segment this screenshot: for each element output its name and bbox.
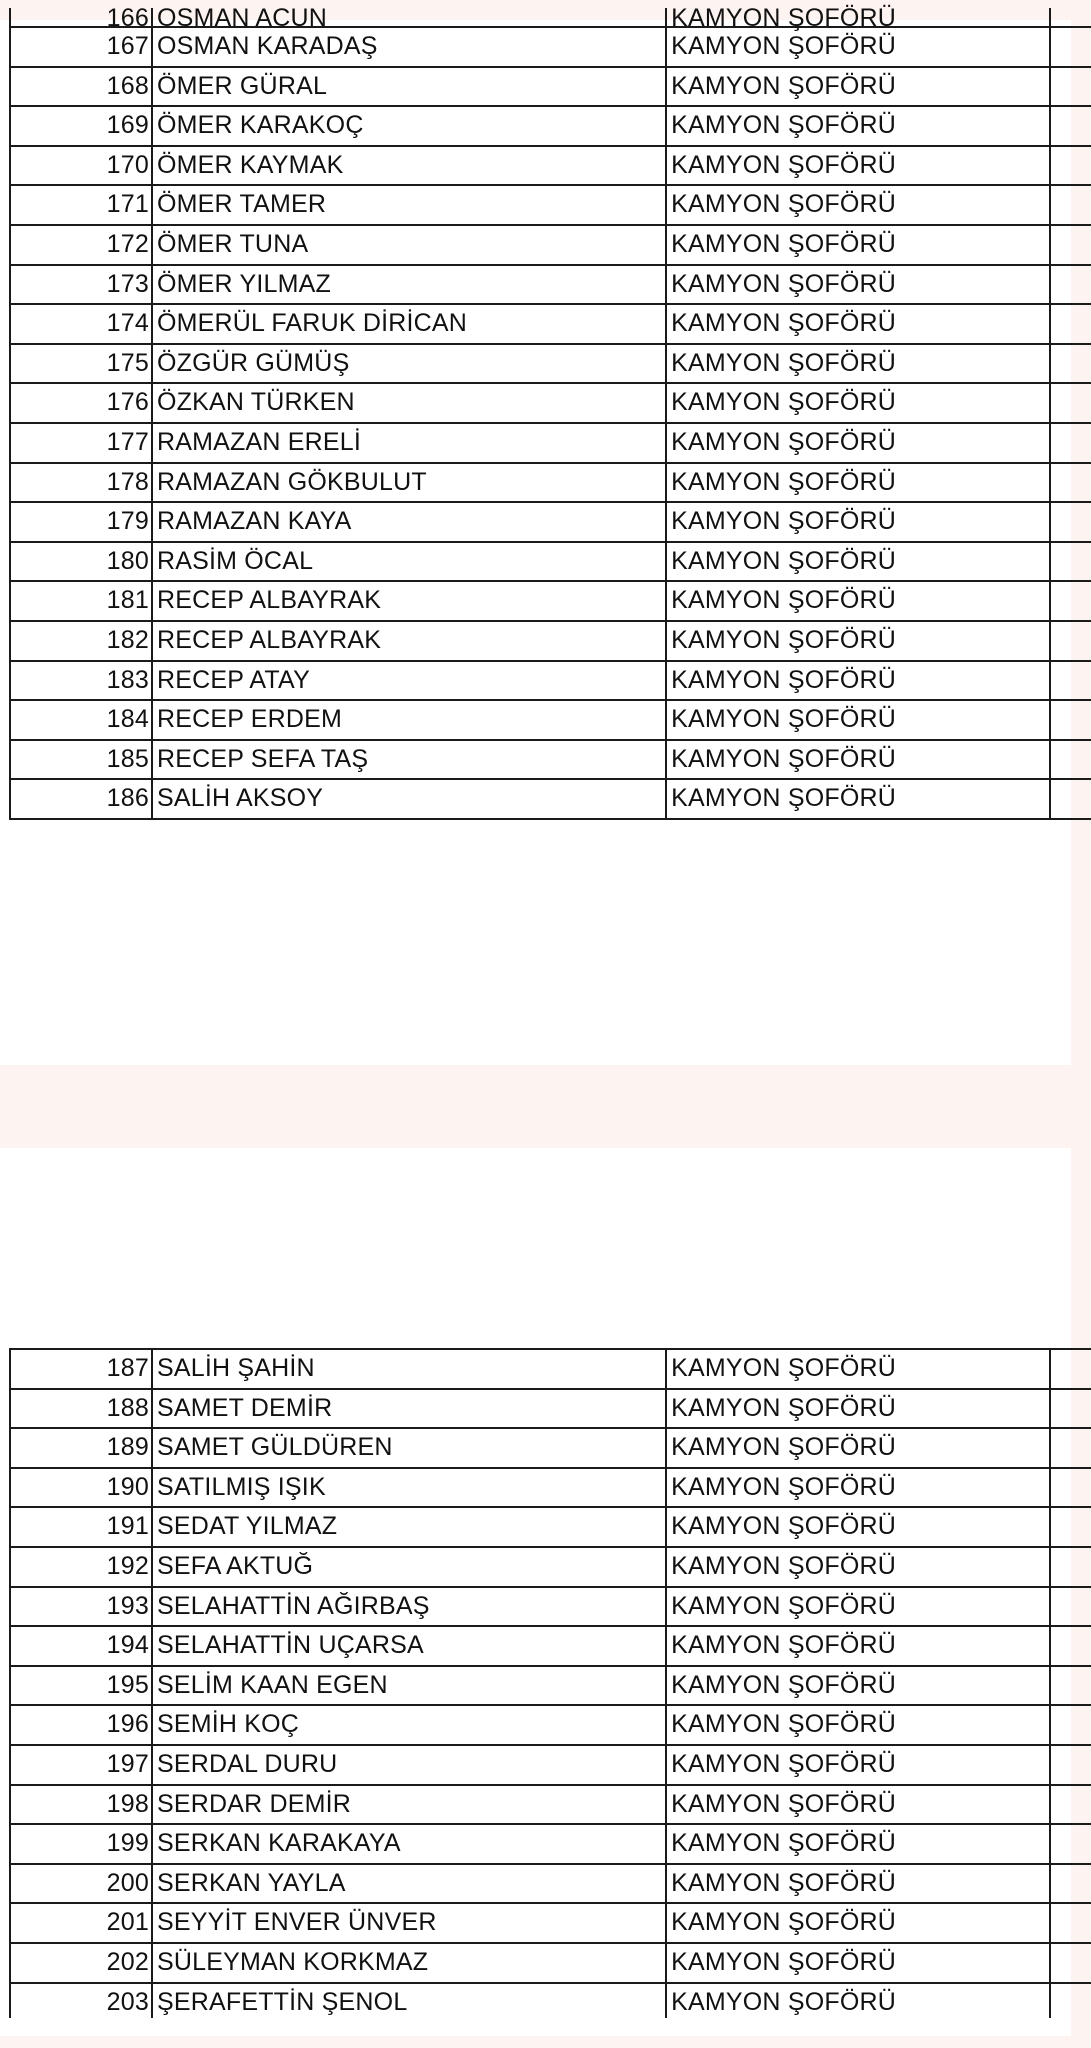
row-number: 187 — [11, 1350, 153, 1388]
job-title: KAMYON ŞOFÖRÜ — [667, 1865, 1051, 1903]
row-number: 175 — [11, 345, 153, 383]
person-name: SÜLEYMAN KORKMAZ — [153, 1944, 667, 1982]
row-number: 180 — [11, 543, 153, 581]
empty-cell — [1051, 28, 1091, 66]
job-title: KAMYON ŞOFÖRÜ — [667, 107, 1051, 145]
person-name: OSMAN ACUN — [153, 8, 667, 26]
row-number: 177 — [11, 424, 153, 462]
person-name: RAMAZAN ERELİ — [153, 424, 667, 462]
person-name: ŞERAFETTİN ŞENOL — [153, 1984, 667, 2018]
person-name: ÖZGÜR GÜMÜŞ — [153, 345, 667, 383]
empty-cell — [1051, 1350, 1091, 1388]
empty-cell — [1051, 1469, 1091, 1507]
table-row — [11, 107, 1091, 147]
job-title: KAMYON ŞOFÖRÜ — [667, 662, 1051, 700]
job-title: KAMYON ŞOFÖRÜ — [667, 464, 1051, 502]
empty-cell — [1051, 701, 1091, 739]
table-row — [11, 1944, 1091, 1984]
person-name: RECEP ERDEM — [153, 701, 667, 739]
staff-table-2 — [9, 1348, 1091, 2018]
empty-cell — [1051, 384, 1091, 422]
table-row — [11, 4, 1091, 32]
person-name: SALİH ŞAHİN — [153, 1350, 667, 1388]
table-row — [11, 186, 1091, 226]
row-number: 181 — [11, 582, 153, 620]
empty-cell — [1051, 147, 1091, 185]
job-title: KAMYON ŞOFÖRÜ — [667, 780, 1051, 818]
table-row — [11, 305, 1091, 345]
table-row — [11, 464, 1091, 504]
job-title: KAMYON ŞOFÖRÜ — [667, 345, 1051, 383]
row-number: 174 — [11, 305, 153, 343]
document-page-1 — [0, 4, 1071, 1065]
person-name: SEDAT YILMAZ — [153, 1508, 667, 1546]
job-title: KAMYON ŞOFÖRÜ — [667, 186, 1051, 224]
empty-cell — [1051, 622, 1091, 660]
person-name: ÖMER KARAKOÇ — [153, 107, 667, 145]
job-title: KAMYON ŞOFÖRÜ — [667, 226, 1051, 264]
job-title: KAMYON ŞOFÖRÜ — [667, 1706, 1051, 1744]
person-name: SELAHATTİN UÇARSA — [153, 1627, 667, 1665]
table-row — [11, 1786, 1091, 1826]
person-name: SERKAN KARAKAYA — [153, 1825, 667, 1863]
job-title: KAMYON ŞOFÖRÜ — [667, 1588, 1051, 1626]
row-number: 203 — [11, 1984, 153, 2018]
job-title: KAMYON ŞOFÖRÜ — [667, 1508, 1051, 1546]
table-row — [11, 1469, 1091, 1509]
person-name: SELİM KAAN EGEN — [153, 1667, 667, 1705]
row-number: 184 — [11, 701, 153, 739]
empty-cell — [1051, 780, 1091, 818]
empty-cell — [1051, 503, 1091, 541]
person-name: ÖMER GÜRAL — [153, 68, 667, 106]
row-number: 200 — [11, 1865, 153, 1903]
row-number: 189 — [11, 1429, 153, 1467]
person-name: SERDAL DURU — [153, 1746, 667, 1784]
table-row — [11, 780, 1091, 820]
table-row — [11, 1548, 1091, 1588]
row-number: 191 — [11, 1508, 153, 1546]
job-title: KAMYON ŞOFÖRÜ — [667, 1786, 1051, 1824]
job-title: KAMYON ŞOFÖRÜ — [667, 1390, 1051, 1428]
job-title: KAMYON ŞOFÖRÜ — [667, 1548, 1051, 1586]
empty-cell — [1051, 226, 1091, 264]
job-title: KAMYON ŞOFÖRÜ — [667, 741, 1051, 779]
job-title: KAMYON ŞOFÖRÜ — [667, 1627, 1051, 1665]
job-title: KAMYON ŞOFÖRÜ — [667, 305, 1051, 343]
row-number: 195 — [11, 1667, 153, 1705]
row-number: 186 — [11, 780, 153, 818]
row-number: 201 — [11, 1904, 153, 1942]
table-row — [11, 424, 1091, 464]
empty-cell — [1051, 1588, 1091, 1626]
person-name: RAMAZAN GÖKBULUT — [153, 464, 667, 502]
empty-cell — [1051, 1706, 1091, 1744]
row-number: 182 — [11, 622, 153, 660]
row-number: 202 — [11, 1944, 153, 1982]
empty-cell — [1051, 305, 1091, 343]
empty-cell — [1051, 1746, 1091, 1784]
empty-cell — [1051, 1429, 1091, 1467]
job-title: KAMYON ŞOFÖRÜ — [667, 1825, 1051, 1863]
empty-cell — [1051, 8, 1091, 26]
table-row — [11, 1429, 1091, 1469]
row-number: 190 — [11, 1469, 153, 1507]
row-number: 193 — [11, 1588, 153, 1626]
empty-cell — [1051, 345, 1091, 383]
document-page-2 — [0, 1148, 1071, 2036]
job-title: KAMYON ŞOFÖRÜ — [667, 266, 1051, 304]
person-name: SELAHATTİN AĞIRBAŞ — [153, 1588, 667, 1626]
job-title: KAMYON ŞOFÖRÜ — [667, 622, 1051, 660]
job-title: KAMYON ŞOFÖRÜ — [667, 701, 1051, 739]
empty-cell — [1051, 582, 1091, 620]
table-row — [11, 28, 1091, 68]
job-title: KAMYON ŞOFÖRÜ — [667, 1746, 1051, 1784]
job-title: KAMYON ŞOFÖRÜ — [667, 1469, 1051, 1507]
table-row — [11, 741, 1091, 781]
table-row — [11, 701, 1091, 741]
row-number: 176 — [11, 384, 153, 422]
table-row — [11, 1825, 1091, 1865]
person-name: SERKAN YAYLA — [153, 1865, 667, 1903]
empty-cell — [1051, 464, 1091, 502]
row-number: 167 — [11, 28, 153, 66]
empty-cell — [1051, 1548, 1091, 1586]
row-number: 170 — [11, 147, 153, 185]
job-title: KAMYON ŞOFÖRÜ — [667, 8, 1051, 26]
table-row — [11, 1746, 1091, 1786]
row-number: 188 — [11, 1390, 153, 1428]
person-name: RASİM ÖCAL — [153, 543, 667, 581]
job-title: KAMYON ŞOFÖRÜ — [667, 68, 1051, 106]
person-name: SAMET DEMİR — [153, 1390, 667, 1428]
person-name: SEFA AKTUĞ — [153, 1548, 667, 1586]
person-name: ÖMERÜL FARUK DİRİCAN — [153, 305, 667, 343]
table-row — [11, 1350, 1091, 1390]
empty-cell — [1051, 68, 1091, 106]
table-row — [11, 622, 1091, 662]
staff-table-1 — [9, 4, 1091, 820]
row-number: 183 — [11, 662, 153, 700]
row-number: 168 — [11, 68, 153, 106]
empty-cell — [1051, 1390, 1091, 1428]
empty-cell — [1051, 741, 1091, 779]
person-name: RECEP SEFA TAŞ — [153, 741, 667, 779]
empty-cell — [1051, 1825, 1091, 1863]
table-row — [11, 582, 1091, 622]
empty-cell — [1051, 1786, 1091, 1824]
person-name: RECEP ATAY — [153, 662, 667, 700]
person-name: ÖMER KAYMAK — [153, 147, 667, 185]
table-row — [11, 345, 1091, 385]
job-title: KAMYON ŞOFÖRÜ — [667, 1667, 1051, 1705]
person-name: SEMİH KOÇ — [153, 1706, 667, 1744]
table-row — [11, 226, 1091, 266]
empty-cell — [1051, 1667, 1091, 1705]
empty-cell — [1051, 266, 1091, 304]
table-row — [11, 1588, 1091, 1628]
table-row — [11, 662, 1091, 702]
person-name: RECEP ALBAYRAK — [153, 582, 667, 620]
person-name: SAMET GÜLDÜREN — [153, 1429, 667, 1467]
person-name: ÖMER TAMER — [153, 186, 667, 224]
table-row — [11, 1667, 1091, 1707]
job-title: KAMYON ŞOFÖRÜ — [667, 1350, 1051, 1388]
person-name: ÖMER YILMAZ — [153, 266, 667, 304]
table-row — [11, 384, 1091, 424]
row-number: 194 — [11, 1627, 153, 1665]
empty-cell — [1051, 1984, 1091, 2018]
empty-cell — [1051, 662, 1091, 700]
table-row — [11, 1508, 1091, 1548]
row-number: 179 — [11, 503, 153, 541]
person-name: ÖMER TUNA — [153, 226, 667, 264]
row-number: 171 — [11, 186, 153, 224]
person-name: OSMAN KARADAŞ — [153, 28, 667, 66]
job-title: KAMYON ŞOFÖRÜ — [667, 28, 1051, 66]
row-number: 172 — [11, 226, 153, 264]
job-title: KAMYON ŞOFÖRÜ — [667, 543, 1051, 581]
empty-cell — [1051, 186, 1091, 224]
table-row — [11, 68, 1091, 108]
job-title: KAMYON ŞOFÖRÜ — [667, 1429, 1051, 1467]
table-row — [11, 1904, 1091, 1944]
person-name: SALİH AKSOY — [153, 780, 667, 818]
row-number: 198 — [11, 1786, 153, 1824]
row-number: 196 — [11, 1706, 153, 1744]
job-title: KAMYON ŞOFÖRÜ — [667, 147, 1051, 185]
empty-cell — [1051, 543, 1091, 581]
row-number: 192 — [11, 1548, 153, 1586]
table-row — [11, 1706, 1091, 1746]
row-number: 169 — [11, 107, 153, 145]
person-name: SEYYİT ENVER ÜNVER — [153, 1904, 667, 1942]
person-name: RECEP ALBAYRAK — [153, 622, 667, 660]
table-row — [11, 1390, 1091, 1430]
row-number: 173 — [11, 266, 153, 304]
empty-cell — [1051, 1627, 1091, 1665]
row-number: 166 — [11, 8, 153, 26]
job-title: KAMYON ŞOFÖRÜ — [667, 1944, 1051, 1982]
table-row — [11, 1627, 1091, 1667]
empty-cell — [1051, 107, 1091, 145]
job-title: KAMYON ŞOFÖRÜ — [667, 503, 1051, 541]
empty-cell — [1051, 1865, 1091, 1903]
row-number: 199 — [11, 1825, 153, 1863]
empty-cell — [1051, 1944, 1091, 1982]
job-title: KAMYON ŞOFÖRÜ — [667, 582, 1051, 620]
empty-cell — [1051, 1508, 1091, 1546]
table-row — [11, 1865, 1091, 1905]
job-title: KAMYON ŞOFÖRÜ — [667, 1984, 1051, 2018]
table-row — [11, 543, 1091, 583]
empty-cell — [1051, 1904, 1091, 1942]
row-number: 185 — [11, 741, 153, 779]
person-name: SERDAR DEMİR — [153, 1786, 667, 1824]
job-title: KAMYON ŞOFÖRÜ — [667, 1904, 1051, 1942]
person-name: SATILMIŞ IŞIK — [153, 1469, 667, 1507]
person-name: ÖZKAN TÜRKEN — [153, 384, 667, 422]
table-row — [11, 266, 1091, 306]
row-number: 197 — [11, 1746, 153, 1784]
table-row — [11, 147, 1091, 187]
row-number: 178 — [11, 464, 153, 502]
table-row — [11, 1984, 1091, 2018]
job-title: KAMYON ŞOFÖRÜ — [667, 424, 1051, 462]
job-title: KAMYON ŞOFÖRÜ — [667, 384, 1051, 422]
table-row — [11, 503, 1091, 543]
person-name: RAMAZAN KAYA — [153, 503, 667, 541]
empty-cell — [1051, 424, 1091, 462]
